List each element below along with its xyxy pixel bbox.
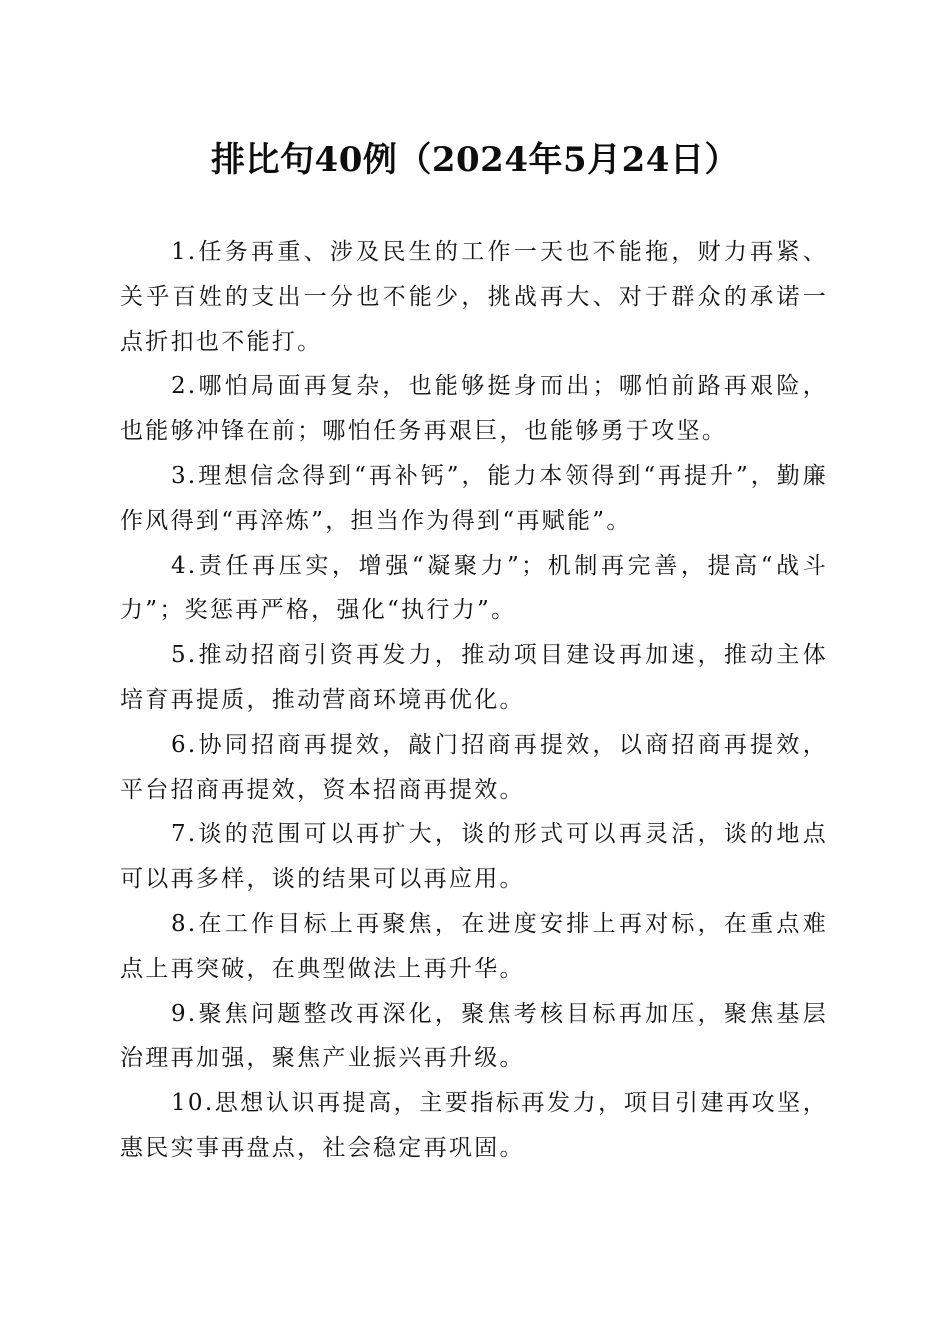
paragraph-2: 2.哪怕局面再复杂，也能够挺身而出；哪怕前路再艰险，也能够冲锋在前；哪怕任务再艰巨，也能够勇于攻坚。: [120, 373, 828, 445]
paragraph-1: 1.任务再重、涉及民生的工作一天也不能拖，财力再紧、关乎百姓的支出一分也不能少，挑战再大、对于群众的承诺一点折扣也不能打。: [120, 239, 828, 355]
paragraph-5: 5.推动招商引资再发力，推动项目建设再加速，推动主体培育再提质，推动营商环境再优化。: [120, 642, 828, 713]
paragraph-8: 8.在工作目标上再聚焦，在进度安排上再对标，在重点难点上再突破，在典型做法上再升华。: [120, 910, 828, 982]
paragraph-6: 6.协同招商再提效，敲门招商再提效，以商招商再提效，平台招商再提效，资本招商再提效。: [120, 731, 828, 803]
paragraph-7: 7.谈的范围可以再扩大，谈的形式可以再灵活，谈的地点可以再多样，谈的结果可以再应用。: [120, 821, 828, 893]
document-body: [120, 230, 828, 1171]
paragraph-3: 3.理想信念得到“再补钙”，能力本领得到“再提升”，勤廉作风得到“再淬炼”，担当作为得到“再赋能”。: [120, 462, 828, 534]
paragraph-4: 4.责任再压实，增强“凝聚力”；机制再完善，提高“战斗力”；奖惩再严格，强化“执行力”。: [120, 552, 828, 624]
paragraph-10: 10.思想认识再提高，主要指标再发力，项目引建再攻坚，惠民实事再盘点，社会稳定再巩固。: [120, 1090, 828, 1161]
paragraph-9: 9.聚焦问题整改再深化，聚焦考核目标再加压，聚焦基层治理再加强，聚焦产业振兴再升级。: [120, 1000, 828, 1072]
document-title: 排比句40例（2024年5月24日）: [211, 140, 739, 180]
